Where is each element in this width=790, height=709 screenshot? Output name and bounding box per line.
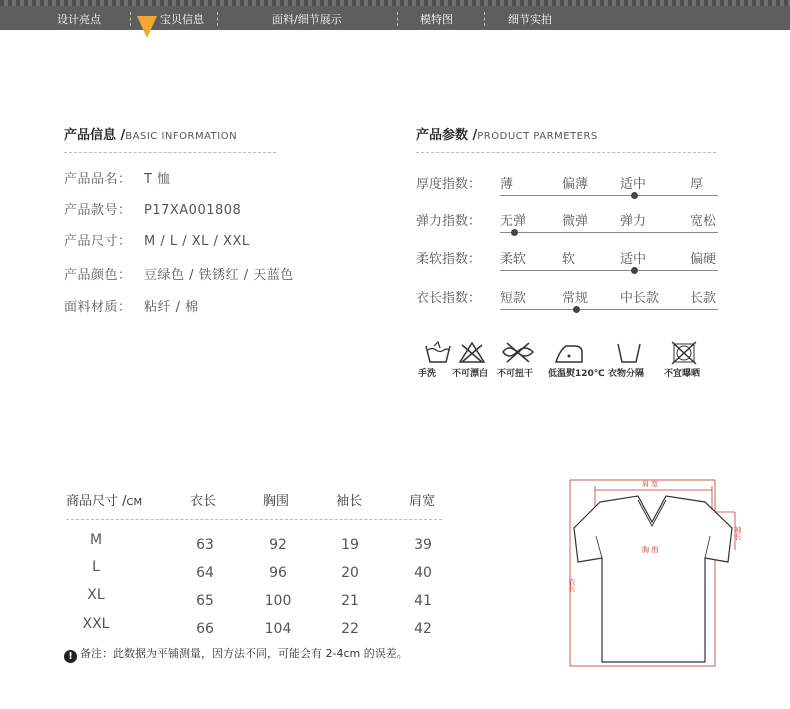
- size-label: M: [89, 532, 103, 548]
- info-key: 产品尺寸：: [64, 234, 132, 249]
- param-option: 宽松: [690, 214, 717, 229]
- size-label: XL: [87, 587, 105, 603]
- param-option: 弹力: [620, 214, 647, 229]
- param-selected-dot: [631, 192, 638, 199]
- shoulder-label: 肩 宽: [642, 480, 659, 488]
- info-value: T 恤: [144, 172, 171, 187]
- param-option: 柔软: [500, 252, 527, 267]
- tshirt-measure-diagram: [560, 470, 755, 670]
- param-selected-dot: [573, 306, 580, 313]
- param-option: 常规: [562, 291, 589, 306]
- param-option: 偏薄: [562, 177, 589, 192]
- param-option: 软: [562, 252, 576, 267]
- info-title-cn: 产品信息 /: [64, 128, 126, 143]
- param-selected-dot: [631, 267, 638, 274]
- param-option: 微弹: [562, 214, 589, 229]
- size-title: 商品尺寸 /: [66, 494, 127, 509]
- chest-label: 胸 围: [642, 546, 659, 554]
- size-value: 100: [264, 593, 292, 609]
- param-scale-line: [500, 309, 718, 310]
- param-option: 适中: [620, 252, 647, 267]
- params-title-en: PRODUCT PARMETERS: [477, 131, 598, 142]
- size-label: L: [92, 559, 100, 575]
- param-selected-dot: [511, 229, 518, 236]
- size-value: 22: [341, 621, 359, 637]
- col-chest: 胸围: [263, 494, 290, 509]
- length-label: 衣长: [568, 578, 576, 592]
- size-unit: CM: [126, 497, 143, 508]
- col-sleeve: 袖长: [336, 494, 363, 509]
- info-key: 面料材质：: [64, 300, 132, 315]
- tab-fabric-details[interactable]: 面料/细节展示: [272, 13, 342, 26]
- size-value: 21: [341, 593, 359, 609]
- nav-divider: [397, 12, 398, 26]
- info-value: 粘纤 / 棉: [144, 300, 199, 315]
- info-value: M / L / XL / XXL: [144, 234, 250, 249]
- info-key: 产品颜色：: [64, 268, 132, 283]
- param-scale-line: [500, 232, 718, 233]
- info-key: 产品品名：: [64, 172, 132, 187]
- param-label: 衣长指数：: [416, 291, 482, 306]
- size-value: 63: [196, 537, 214, 553]
- info-section-title: [64, 124, 237, 143]
- params-title-cn: 产品参数 /: [416, 128, 478, 143]
- param-option: 中长款: [620, 291, 660, 306]
- param-option: 短款: [500, 291, 527, 306]
- info-key: 产品款号：: [64, 203, 132, 218]
- info-row-material: [64, 296, 199, 315]
- sleeve-label: 袖长: [734, 526, 742, 540]
- size-value: 64: [196, 565, 214, 581]
- care-label: 手洗: [418, 369, 437, 379]
- param-option: 长款: [690, 291, 717, 306]
- size-value: 40: [414, 565, 432, 581]
- size-value: 104: [264, 621, 292, 637]
- size-label: XXL: [82, 616, 110, 632]
- info-row-size: [64, 230, 250, 249]
- size-value: 92: [269, 537, 287, 553]
- info-row-name: [64, 168, 171, 187]
- info-row-style-no: [64, 199, 241, 218]
- param-option: 薄: [500, 177, 514, 192]
- col-shoulder: 肩宽: [409, 494, 436, 509]
- measurement-note: [64, 645, 408, 663]
- tab-design-highlights[interactable]: 设计亮点: [57, 13, 101, 26]
- size-value: 39: [414, 537, 432, 553]
- info-row-color: [64, 264, 294, 283]
- care-label: 不宜曝晒: [664, 369, 701, 379]
- size-value: 19: [341, 537, 359, 553]
- divider: [416, 152, 716, 153]
- divider: [64, 152, 276, 153]
- top-nav: [0, 0, 790, 30]
- size-value: 96: [269, 565, 287, 581]
- param-label: 柔软指数：: [416, 252, 482, 267]
- size-value: 41: [414, 593, 432, 609]
- divider: [66, 519, 442, 520]
- param-option: 适中: [620, 177, 647, 192]
- size-value: 66: [196, 621, 214, 637]
- note-text: 备注：此数据为平铺测量，因方法不同，可能会有 2-4cm 的误差。: [80, 647, 408, 660]
- size-value: 42: [414, 621, 432, 637]
- param-option: 厚: [690, 177, 704, 192]
- nav-divider: [217, 12, 218, 26]
- care-label: 不可扭干: [497, 369, 534, 379]
- param-scale-line: [500, 270, 718, 271]
- care-label: 低温熨120℃: [548, 369, 605, 379]
- care-label: 不可漂白: [452, 369, 489, 379]
- active-tab-marker: [137, 16, 157, 38]
- size-value: 20: [341, 565, 359, 581]
- size-value: 65: [196, 593, 214, 609]
- care-label: 衣物分隔: [608, 369, 645, 379]
- params-section-title: [416, 124, 598, 143]
- nav-pattern: [0, 0, 790, 6]
- param-option: 无弹: [500, 214, 527, 229]
- tab-detail-photos[interactable]: 细节实拍: [508, 13, 552, 26]
- col-length: 衣长: [190, 494, 217, 509]
- nav-divider: [130, 12, 131, 26]
- param-scale-line: [500, 195, 718, 196]
- info-title-en: BASIC INFORMATION: [125, 131, 238, 142]
- tab-model-photos[interactable]: 模特图: [420, 13, 453, 26]
- tab-product-info[interactable]: 宝贝信息: [160, 13, 204, 26]
- info-value: P17XA001808: [144, 203, 242, 218]
- param-label: 弹力指数：: [416, 214, 482, 229]
- info-value: 豆绿色 / 铁锈红 / 天蓝色: [144, 268, 294, 283]
- param-option: 偏硬: [690, 252, 717, 267]
- param-label: 厚度指数：: [416, 177, 482, 192]
- warning-icon: !: [64, 650, 77, 663]
- size-table-title: [66, 490, 142, 509]
- tshirt-outline: [574, 496, 732, 662]
- nav-divider: [484, 12, 485, 26]
